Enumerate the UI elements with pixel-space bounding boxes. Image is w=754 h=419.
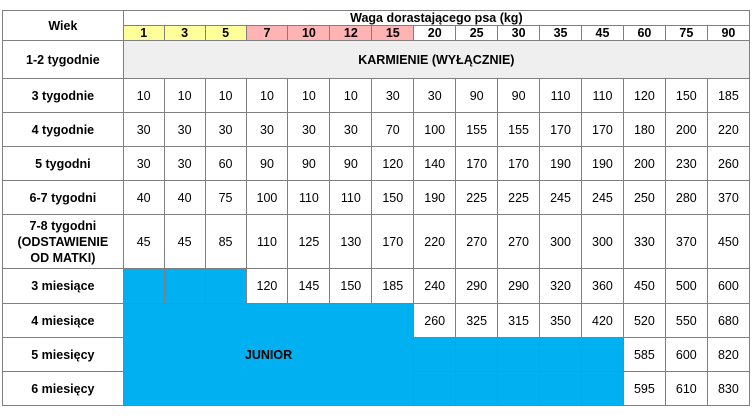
value-cell: 140 [414,147,456,181]
value-cell: 315 [498,304,540,338]
weight-header-cell: 20 [414,26,456,41]
value-cell: 60 [205,147,246,181]
junior-cell [540,338,582,372]
value-cell: 110 [330,181,372,215]
age-column-header: Wiek [3,11,124,41]
weight-header-cell: 5 [205,26,246,41]
value-cell: 190 [414,181,456,215]
value-cell: 120 [246,269,288,304]
value-cell: 100 [246,181,288,215]
weight-header-cell: 30 [498,26,540,41]
row-age-label: 3 miesiące [3,269,124,304]
junior-cell [414,372,456,406]
value-cell: 70 [372,113,414,147]
junior-cell [414,338,456,372]
value-cell: 200 [665,113,707,147]
value-cell: 245 [540,181,582,215]
row-age-label [3,215,124,269]
value-cell: 90 [246,147,288,181]
value-cell: 30 [330,113,372,147]
value-cell: 10 [205,79,246,113]
value-cell: 100 [414,113,456,147]
age-line: OD MATKI) [30,250,96,265]
table-row [3,147,750,181]
weight-header-cell: 90 [707,26,749,41]
value-cell: 600 [707,269,749,304]
junior-cell [498,338,540,372]
value-cell: 220 [414,215,456,269]
row-age-label: 6 miesięcy [3,372,124,406]
value-cell: 110 [582,79,624,113]
value-cell: 155 [498,113,540,147]
value-cell: 260 [707,147,749,181]
value-cell: 585 [623,338,665,372]
table-row [3,79,750,113]
value-cell: 30 [372,79,414,113]
weight-header-cell: 25 [456,26,498,41]
value-cell: 300 [540,215,582,269]
value-cell: 110 [246,215,288,269]
value-cell: 270 [498,215,540,269]
value-cell: 245 [582,181,624,215]
row-age-label: 4 miesiące [3,304,124,338]
value-cell: 230 [665,147,707,181]
value-cell: 30 [246,113,288,147]
value-cell: 170 [372,215,414,269]
value-cell: 120 [372,147,414,181]
value-cell: 600 [665,338,707,372]
weight-header-cell: 3 [164,26,205,41]
value-cell: 110 [540,79,582,113]
junior-cell [456,372,498,406]
age-line: (ODSTAWIENIE [17,234,109,249]
junior-cell [205,269,246,304]
value-cell: 320 [540,269,582,304]
table-row [3,113,750,147]
value-cell: 120 [623,79,665,113]
value-cell: 260 [414,304,456,338]
value-cell: 610 [665,372,707,406]
value-cell: 10 [288,79,330,113]
value-cell: 360 [582,269,624,304]
row-age-label: 1-2 tygodnie [3,41,124,79]
value-cell: 520 [623,304,665,338]
weight-header-cell: 35 [540,26,582,41]
weight-header-cell: 10 [288,26,330,41]
value-cell: 40 [123,181,164,215]
value-cell: 30 [414,79,456,113]
value-cell: 830 [707,372,749,406]
value-cell: 85 [205,215,246,269]
value-cell: 290 [456,269,498,304]
value-cell: 820 [707,338,749,372]
value-cell: 290 [498,269,540,304]
value-cell: 90 [288,147,330,181]
junior-cell [540,372,582,406]
value-cell: 125 [288,215,330,269]
value-cell: 150 [372,181,414,215]
table-row [3,304,750,338]
value-cell: 145 [288,269,330,304]
value-cell: 190 [540,147,582,181]
table-row [3,269,750,304]
value-cell: 30 [123,113,164,147]
value-cell: 150 [665,79,707,113]
value-cell: 45 [164,215,205,269]
value-cell: 200 [623,147,665,181]
value-cell: 225 [456,181,498,215]
feeding-only-label: KARMIENIE (WYŁĄCZNIE) [123,41,749,79]
value-cell: 185 [372,269,414,304]
value-cell: 370 [707,181,749,215]
value-cell: 170 [498,147,540,181]
value-cell: 220 [707,113,749,147]
value-cell: 30 [288,113,330,147]
value-cell: 110 [288,181,330,215]
junior-region: JUNIOR [123,304,414,406]
value-cell: 30 [164,147,205,181]
value-cell: 595 [623,372,665,406]
value-cell: 680 [707,304,749,338]
value-cell: 190 [582,147,624,181]
value-cell: 300 [582,215,624,269]
row-age-label: 4 tygodnie [3,113,124,147]
table-row [3,41,750,79]
value-cell: 30 [164,113,205,147]
junior-cell [164,269,205,304]
table-row [3,181,750,215]
value-cell: 90 [456,79,498,113]
value-cell: 10 [164,79,205,113]
weight-header-cell: 12 [330,26,372,41]
value-cell: 550 [665,304,707,338]
weight-header-cell: 1 [123,26,164,41]
value-cell: 155 [456,113,498,147]
weight-header-cell: 15 [372,26,414,41]
table-row [3,215,750,269]
value-cell: 170 [540,113,582,147]
value-cell: 10 [330,79,372,113]
value-cell: 40 [164,181,205,215]
value-cell: 150 [330,269,372,304]
value-cell: 225 [498,181,540,215]
row-age-label: 6-7 tygodni [3,181,124,215]
weight-header-cell: 7 [246,26,288,41]
puppy-feeding-table [2,10,750,406]
value-cell: 30 [205,113,246,147]
value-cell: 30 [123,147,164,181]
value-cell: 10 [123,79,164,113]
value-cell: 170 [582,113,624,147]
junior-cell [582,338,624,372]
row-age-label: 3 tygodnie [3,79,124,113]
value-cell: 450 [707,215,749,269]
value-cell: 45 [123,215,164,269]
weight-group-header: Waga dorastającego psa (kg) [123,11,749,26]
junior-cell [582,372,624,406]
value-cell: 270 [456,215,498,269]
weight-header-cell: 75 [665,26,707,41]
value-cell: 280 [665,181,707,215]
row-age-label: 5 tygodni [3,147,124,181]
value-cell: 325 [456,304,498,338]
value-cell: 370 [665,215,707,269]
value-cell: 180 [623,113,665,147]
weight-header-cell: 45 [582,26,624,41]
value-cell: 185 [707,79,749,113]
value-cell: 330 [623,215,665,269]
value-cell: 240 [414,269,456,304]
junior-cell [456,338,498,372]
value-cell: 350 [540,304,582,338]
weight-header-cell: 60 [623,26,665,41]
value-cell: 75 [205,181,246,215]
value-cell: 420 [582,304,624,338]
junior-cell [123,269,164,304]
value-cell: 250 [623,181,665,215]
junior-cell [498,372,540,406]
value-cell: 450 [623,269,665,304]
value-cell: 90 [330,147,372,181]
value-cell: 130 [330,215,372,269]
value-cell: 90 [498,79,540,113]
value-cell: 170 [456,147,498,181]
value-cell: 10 [246,79,288,113]
row-age-label: 5 miesięcy [3,338,124,372]
value-cell: 500 [665,269,707,304]
age-line: 7-8 tygodni [29,218,97,233]
